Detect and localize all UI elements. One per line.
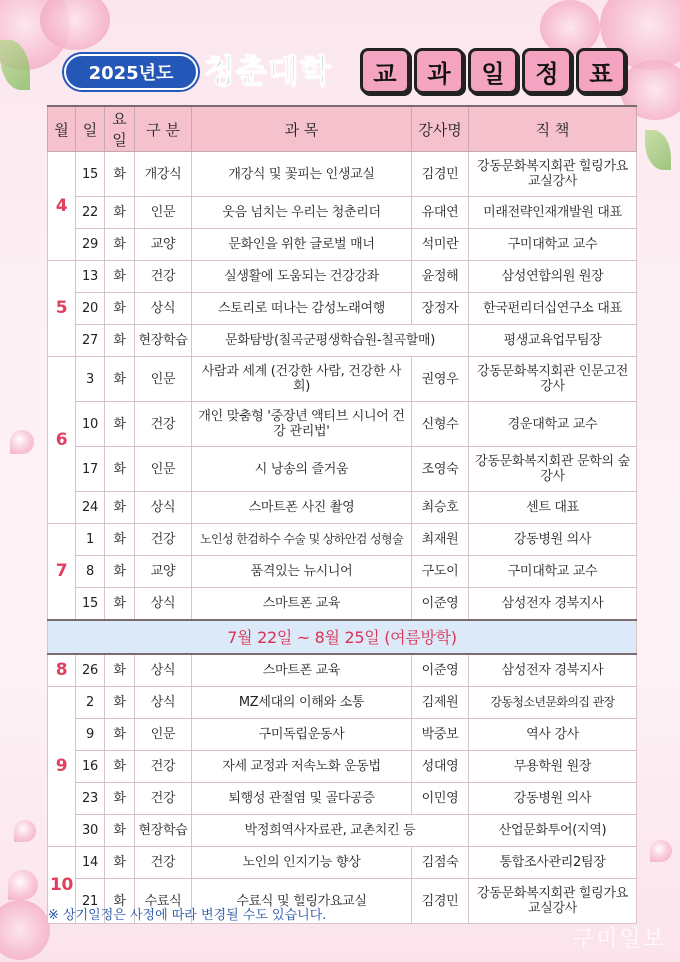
- day-cell: 23: [76, 783, 105, 815]
- position-cell: 강동문화복지회관 힐링가요교실강사: [469, 879, 637, 924]
- month-cell: 6: [48, 357, 76, 524]
- page-header: [0, 40, 680, 100]
- weekday-cell: 화: [105, 325, 135, 357]
- category-cell: 건강: [135, 402, 192, 447]
- position-cell: 경운대학교 교수: [469, 402, 637, 447]
- lecturer-cell: 최재원: [412, 524, 469, 556]
- watermark-logo: 구미일보: [572, 927, 666, 952]
- position-cell: 삼성연합의원 원장: [469, 261, 637, 293]
- subject-cell: 스마트폰 교육: [192, 588, 412, 621]
- table-header-row: [48, 106, 637, 152]
- weekday-cell: 화: [105, 687, 135, 719]
- month-cell: 9: [48, 687, 76, 847]
- position-cell: 강동문화복지회관 인문고전 강사: [469, 357, 637, 402]
- weekday-cell: 화: [105, 588, 135, 621]
- weekday-cell: 화: [105, 524, 135, 556]
- day-cell: 3: [76, 357, 105, 402]
- subject-cell: 퇴행성 관절염 및 골다공증: [192, 783, 412, 815]
- category-cell: 건강: [135, 751, 192, 783]
- position-cell: 강동문화복지회관 문학의 숲 강사: [469, 447, 637, 492]
- position-cell: 통합조사관리2팀장: [469, 847, 637, 879]
- subject-cell: 자세 교정과 저속노화 운동법: [192, 751, 412, 783]
- day-cell: 2: [76, 687, 105, 719]
- lecturer-cell: 신형수: [412, 402, 469, 447]
- weekday-cell: 화: [105, 815, 135, 847]
- weekday-cell: 화: [105, 879, 135, 924]
- day-cell: 27: [76, 325, 105, 357]
- lecturer-cell: 이민영: [412, 783, 469, 815]
- weekday-cell: 화: [105, 261, 135, 293]
- position-cell: 센트 대표: [469, 492, 637, 524]
- category-cell: 인문: [135, 197, 192, 229]
- position-cell: 구미대학교 교수: [469, 556, 637, 588]
- day-cell: 21: [76, 879, 105, 924]
- lecturer-cell: 박중보: [412, 719, 469, 751]
- subject-cell: 박정희역사자료관, 교촌치킨 등: [192, 815, 469, 847]
- subject-cell: 웃음 넘치는 우리는 청춘리더: [192, 197, 412, 229]
- day-cell: 13: [76, 261, 105, 293]
- weekday-cell: 화: [105, 654, 135, 687]
- subject-cell: 수료식 및 힐링가요교실: [192, 879, 412, 924]
- lecturer-cell: 김제원: [412, 687, 469, 719]
- position-cell: 무용학원 원장: [469, 751, 637, 783]
- subject-cell: 노인성 한검하수 수술 및 상하안검 성형술: [192, 524, 412, 556]
- month-cell: 7: [48, 524, 76, 621]
- schedule-table: [47, 105, 637, 924]
- day-cell: 1: [76, 524, 105, 556]
- lecturer-cell: 장정자: [412, 293, 469, 325]
- position-cell: 강동병원 의사: [469, 524, 637, 556]
- position-cell: 삼성전자 경북지사: [469, 588, 637, 621]
- position-cell: 강동청소년문화의집 관장: [469, 687, 637, 719]
- subject-cell: MZ세대의 이해와 소통: [192, 687, 412, 719]
- weekday-cell: 화: [105, 447, 135, 492]
- day-cell: 24: [76, 492, 105, 524]
- category-cell: 상식: [135, 492, 192, 524]
- lecturer-cell: 성대영: [412, 751, 469, 783]
- college-name: 청춘대학: [204, 52, 332, 90]
- schedule-notice: ※ 상기일정은 사정에 따라 변경될 수도 있습니다.: [48, 908, 327, 923]
- subject-cell: 문화인을 위한 글로벌 매너: [192, 229, 412, 261]
- position-cell: 한국펀리더십연구소 대표: [469, 293, 637, 325]
- lecturer-cell: 석미란: [412, 229, 469, 261]
- subject-cell: 품격있는 뉴시니어: [192, 556, 412, 588]
- category-cell: 상식: [135, 654, 192, 687]
- header-month: 월: [48, 106, 76, 152]
- category-cell: 현장학습: [135, 325, 192, 357]
- header-category: 구 분: [135, 106, 192, 152]
- category-cell: 상식: [135, 293, 192, 325]
- page-title: [360, 48, 626, 94]
- position-cell: 구미대학교 교수: [469, 229, 637, 261]
- header-subject: 과 목: [192, 106, 412, 152]
- title-char: 정: [522, 48, 572, 94]
- day-cell: 30: [76, 815, 105, 847]
- lecturer-cell: 김점숙: [412, 847, 469, 879]
- day-cell: 10: [76, 402, 105, 447]
- subject-cell: 문화탐방(칠곡군평생학습원-칠곡할매): [192, 325, 469, 357]
- subject-cell: 구미독립운동사: [192, 719, 412, 751]
- position-cell: 강동병원 의사: [469, 783, 637, 815]
- category-cell: 상식: [135, 687, 192, 719]
- weekday-cell: 화: [105, 783, 135, 815]
- title-char: 표: [576, 48, 626, 94]
- day-cell: 26: [76, 654, 105, 687]
- subject-cell: 스마트폰 사진 촬영: [192, 492, 412, 524]
- day-cell: 8: [76, 556, 105, 588]
- position-cell: 평생교육업무팀장: [469, 325, 637, 357]
- day-cell: 9: [76, 719, 105, 751]
- month-cell: 5: [48, 261, 76, 357]
- header-day: 일: [76, 106, 105, 152]
- day-cell: 29: [76, 229, 105, 261]
- position-cell: 미래전략인재개발원 대표: [469, 197, 637, 229]
- lecturer-cell: 유대연: [412, 197, 469, 229]
- position-cell: 강동문화복지회관 힐링가요교실강사: [469, 152, 637, 197]
- category-cell: 현장학습: [135, 815, 192, 847]
- category-cell: 교양: [135, 556, 192, 588]
- subject-cell: 스마트폰 교육: [192, 654, 412, 687]
- weekday-cell: 화: [105, 229, 135, 261]
- position-cell: 산업문화투어(지역): [469, 815, 637, 847]
- title-char: 일: [468, 48, 518, 94]
- title-char: 교: [360, 48, 410, 94]
- weekday-cell: 화: [105, 402, 135, 447]
- header-lecturer: 강사명: [412, 106, 469, 152]
- subject-cell: 사람과 세계 (건강한 사람, 건강한 사회): [192, 357, 412, 402]
- category-cell: 상식: [135, 588, 192, 621]
- position-cell: 역사 강사: [469, 719, 637, 751]
- year-badge: 2025년도: [64, 54, 198, 90]
- subject-cell: 개인 맞춤형 '중장년 액티브 시니어 건강 관리법': [192, 402, 412, 447]
- day-cell: 20: [76, 293, 105, 325]
- lecturer-cell: 조영숙: [412, 447, 469, 492]
- lecturer-cell: 김경민: [412, 879, 469, 924]
- month-cell: 8: [48, 654, 76, 687]
- lecturer-cell: 권영우: [412, 357, 469, 402]
- weekday-cell: 화: [105, 719, 135, 751]
- lecturer-cell: 최승호: [412, 492, 469, 524]
- weekday-cell: 화: [105, 152, 135, 197]
- day-cell: 14: [76, 847, 105, 879]
- lecturer-cell: 구도이: [412, 556, 469, 588]
- title-char: 과: [414, 48, 464, 94]
- weekday-cell: 화: [105, 357, 135, 402]
- category-cell: 인문: [135, 447, 192, 492]
- month-cell: 10: [48, 847, 76, 924]
- weekday-cell: 화: [105, 847, 135, 879]
- day-cell: 16: [76, 751, 105, 783]
- day-cell: 22: [76, 197, 105, 229]
- weekday-cell: 화: [105, 492, 135, 524]
- subject-cell: 시 낭송의 즐거움: [192, 447, 412, 492]
- category-cell: 건강: [135, 783, 192, 815]
- category-cell: 건강: [135, 524, 192, 556]
- day-cell: 17: [76, 447, 105, 492]
- lecturer-cell: 김경민: [412, 152, 469, 197]
- category-cell: 교양: [135, 229, 192, 261]
- category-cell: 인문: [135, 357, 192, 402]
- category-cell: 개강식: [135, 152, 192, 197]
- header-weekday: 요일: [105, 106, 135, 152]
- lecturer-cell: 윤정해: [412, 261, 469, 293]
- lecturer-cell: 이준영: [412, 588, 469, 621]
- month-cell: 4: [48, 152, 76, 261]
- category-cell: 인문: [135, 719, 192, 751]
- weekday-cell: 화: [105, 556, 135, 588]
- header-position: 직 책: [469, 106, 637, 152]
- summer-break-banner: 7월 22일 ~ 8월 25일 (여름방학): [48, 620, 637, 654]
- subject-cell: 실생활에 도움되는 건강강좌: [192, 261, 412, 293]
- day-cell: 15: [76, 152, 105, 197]
- weekday-cell: 화: [105, 751, 135, 783]
- subject-cell: 스토리로 떠나는 감성노래여행: [192, 293, 412, 325]
- category-cell: 건강: [135, 847, 192, 879]
- weekday-cell: 화: [105, 293, 135, 325]
- weekday-cell: 화: [105, 197, 135, 229]
- position-cell: 삼성전자 경북지사: [469, 654, 637, 687]
- category-cell: 건강: [135, 261, 192, 293]
- subject-cell: 개강식 및 꽃피는 인생교실: [192, 152, 412, 197]
- day-cell: 15: [76, 588, 105, 621]
- subject-cell: 노인의 인지기능 향상: [192, 847, 412, 879]
- lecturer-cell: 이준영: [412, 654, 469, 687]
- category-cell: 수료식: [135, 879, 192, 924]
